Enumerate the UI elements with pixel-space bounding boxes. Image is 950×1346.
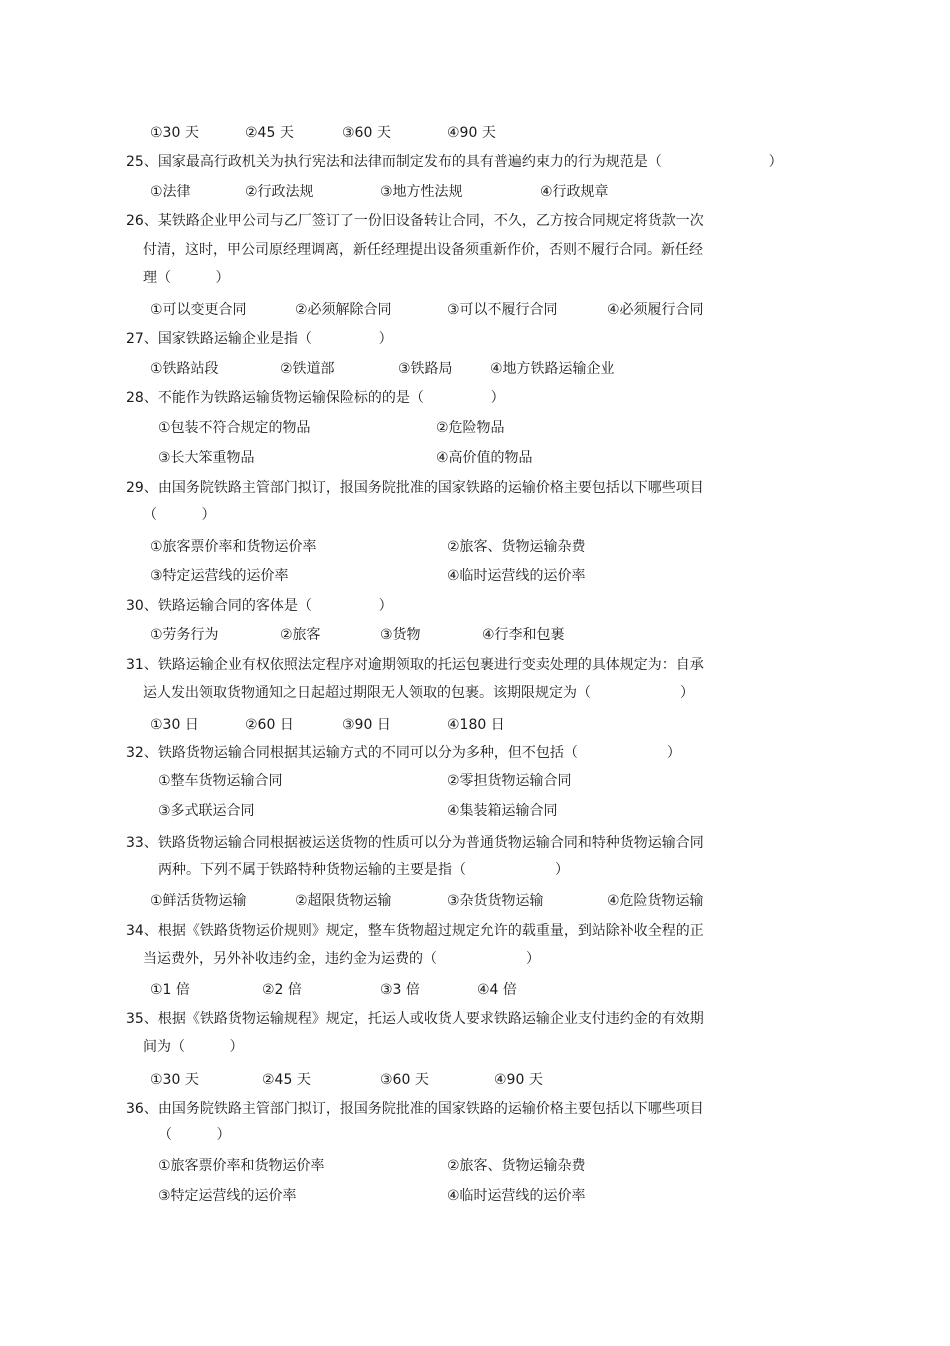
question-text: （ ） [143, 507, 216, 523]
option-text: ③特定运营线的运价率 [158, 1188, 297, 1204]
question-text: 25、国家最高行政机关为执行宪法和法律而制定发布的具有普遍约束力的行为规范是（ ） [126, 154, 783, 170]
option-text: ①旅客票价率和货物运价率 [150, 539, 317, 555]
option-text: ①铁路站段 [150, 361, 219, 377]
option-text: ②行政法规 [245, 184, 314, 200]
option-text: ③货物 [380, 627, 421, 643]
option-text: ③杂货货物运输 [447, 893, 544, 909]
option-text: ③60 天 [342, 125, 391, 141]
option-text: ④90 天 [494, 1072, 543, 1088]
option-text: ①法律 [150, 184, 191, 200]
question-text: 31、铁路运输企业有权依照法定程序对逾期领取的托运包裹进行变卖处理的具体规定为：自承 [126, 657, 704, 673]
option-text: ①30 天 [150, 1072, 199, 1088]
option-text: ①可以变更合同 [150, 302, 247, 318]
option-text: ③60 天 [380, 1072, 429, 1088]
option-text: ①旅客票价率和货物运价率 [158, 1158, 325, 1174]
option-text: ③多式联运合同 [158, 803, 255, 819]
question-text: 当运费外，另外补收违约金，违约金为运费的（ ） [143, 951, 541, 967]
question-text: 36、由国务院铁路主管部门拟订，报国务院批准的国家铁路的运输价格主要包括以下哪些项目 [126, 1101, 704, 1117]
question-text: 间为（ ） [143, 1039, 244, 1055]
option-text: ④90 天 [447, 125, 496, 141]
option-text: ④必须履行合同 [607, 302, 704, 318]
option-text: ④4 倍 [477, 982, 517, 998]
option-text: ③铁路局 [398, 361, 453, 377]
option-text: ②旅客 [280, 627, 321, 643]
question-text: 29、由国务院铁路主管部门拟订，报国务院批准的国家铁路的运输价格主要包括以下哪些项目 [126, 480, 704, 496]
option-text: ②危险物品 [436, 420, 505, 436]
question-text: 28、不能作为铁路运输货物运输保险标的的是（ ） [126, 390, 505, 406]
question-text: 27、国家铁路运输企业是指（ ） [126, 331, 393, 347]
option-text: ④高价值的物品 [436, 450, 533, 466]
option-text: ②旅客、货物运输杂费 [447, 1158, 586, 1174]
option-text: ③3 倍 [380, 982, 420, 998]
option-text: ④临时运营线的运价率 [447, 1188, 586, 1204]
option-text: ②超限货物运输 [295, 893, 392, 909]
option-text: ①30 日 [150, 717, 199, 733]
question-text: 35、根据《铁路货物运输规程》规定，托运人或收货人要求铁路运输企业支付违约金的有效期 [126, 1011, 704, 1027]
question-text: 两种。下列不属于铁路特种货物运输的主要是指（ ） [158, 862, 570, 878]
option-text: ④行政规章 [540, 184, 609, 200]
option-text: ②零担货物运输合同 [447, 773, 572, 789]
option-text: ①30 天 [150, 125, 199, 141]
option-text: ④危险货物运输 [607, 893, 704, 909]
question-text: 26、某铁路企业甲公司与乙厂签订了一份旧设备转让合同，不久，乙方按合同规定将货款一次 [126, 213, 704, 229]
option-text: ③90 日 [342, 717, 391, 733]
question-text: （ ） [158, 1127, 231, 1143]
option-text: ④集装箱运输合同 [447, 803, 558, 819]
option-text: ③特定运营线的运价率 [150, 568, 289, 584]
question-text: 30、铁路运输合同的客体是（ ） [126, 598, 393, 614]
option-text: ①包装不符合规定的物品 [158, 420, 311, 436]
option-text: ①整车货物运输合同 [158, 773, 283, 789]
option-text: ①鲜活货物运输 [150, 893, 247, 909]
option-text: ①1 倍 [150, 982, 190, 998]
option-text: ②必须解除合同 [295, 302, 392, 318]
option-text: ④临时运营线的运价率 [447, 568, 586, 584]
option-text: ②45 天 [262, 1072, 311, 1088]
option-text: ②旅客、货物运输杂费 [447, 539, 586, 555]
option-text: ④180 日 [447, 717, 505, 733]
option-text: ②60 日 [245, 717, 294, 733]
option-text: ②铁道部 [280, 361, 335, 377]
option-text: ②45 天 [245, 125, 294, 141]
option-text: ①劳务行为 [150, 627, 219, 643]
option-text: ④地方铁路运输企业 [490, 361, 615, 377]
question-text: 付清，这时，甲公司原经理调离，新任经理提出设备须重新作价，否则不履行合同。新任经 [143, 242, 703, 258]
option-text: ④行李和包裹 [482, 627, 565, 643]
question-text: 34、根据《铁路货物运价规则》规定，整车货物超过规定允许的载重量，到站除补收全程的正 [126, 923, 704, 939]
question-text: 理（ ） [143, 270, 230, 286]
option-text: ③长大笨重物品 [158, 450, 255, 466]
option-text: ③可以不履行合同 [447, 302, 558, 318]
option-text: ③地方性法规 [380, 184, 463, 200]
question-text: 32、铁路货物运输合同根据其运输方式的不同可以分为多种，但不包括（ ） [126, 745, 681, 761]
question-text: 33、铁路货物运输合同根据被运送货物的性质可以分为普通货物运输合同和特种货物运输合同 [126, 835, 704, 851]
option-text: ②2 倍 [262, 982, 302, 998]
question-text: 运人发出领取货物通知之日起超过期限无人领取的包裹。该期限规定为（ ） [143, 685, 695, 701]
